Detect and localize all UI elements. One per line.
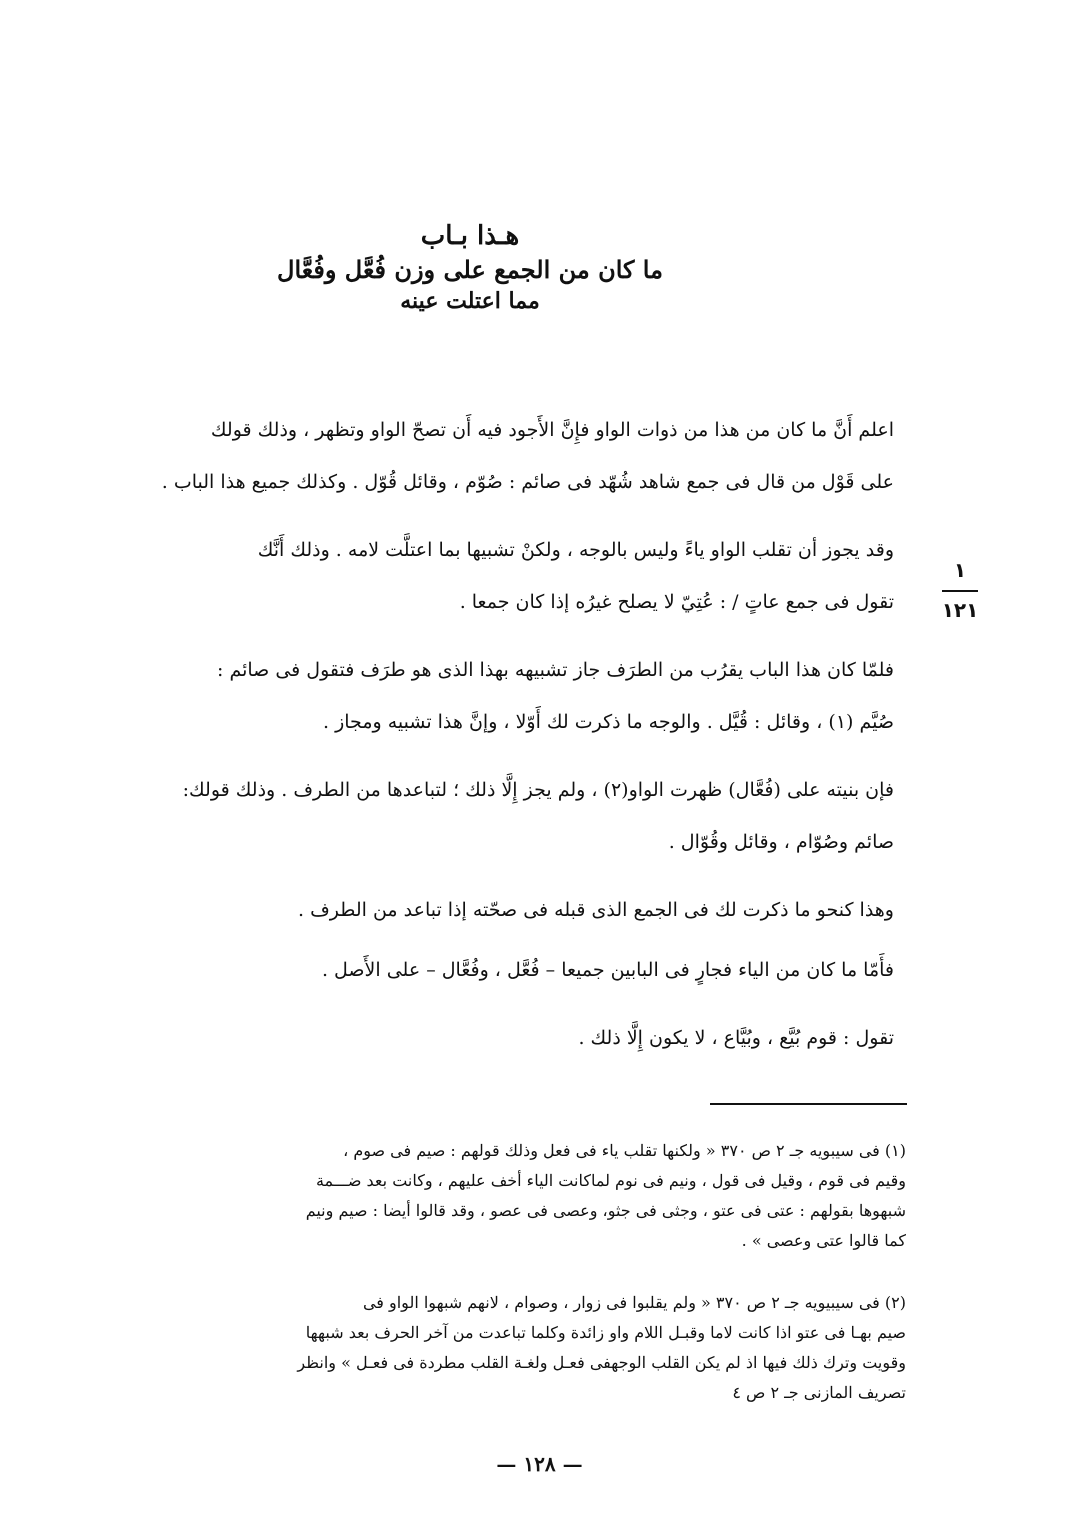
paragraph-line: صُيَّم (١) ، وقائل : قُيَّل . والوجه ما ذكرت لك أَوّلا ، وإنَّ هذا تشبيه ومجاز .	[323, 711, 894, 733]
paragraph-line: تقول : قوم بُيَّع ، وبُيَّاع ، لا يكون إِلَّا ذلك .	[578, 1027, 894, 1049]
paragraph-line: فإن بنيته على (فُعَّال) ظهرت الواو(٢) ، ولم يجز إِلَّا ذلك ؛ لتباعدها من الطرف . وذلك قولك:	[182, 779, 894, 801]
paragraph-line: على قَوْل من قال فى جمع شاهد شُهّد فى صائم : صُوّم ، وقائل قُوّل . وكذلك جميع هذا الباب .	[161, 471, 894, 493]
footnote-1	[64, 1136, 906, 1256]
footnote-2	[64, 1288, 906, 1408]
footnote-line: (٢) فى سيبيويه جـ ٢ ص ٣٧٠ « ولم يقلبوا فى زوار ، وصوام ، لانهم شبهوا الواو فى	[362, 1293, 906, 1312]
paragraph-4	[64, 764, 894, 868]
footnote-separator	[710, 1103, 907, 1105]
footnote-line: صيم بهـا فى عتو اذا كانت لاما وقبـل اللام واو زائدة وكلما تباعدت من آخر الحرف بعد شبهها	[305, 1323, 906, 1342]
paragraph-line: تقول فى جمع عاتٍ / : عُتِيّ لا يصلح غيرُه إذا كان جمعا .	[459, 591, 894, 613]
page-number: — ١٢٨ —	[496, 1452, 583, 1476]
margin-ref-divider	[942, 590, 978, 592]
footnote-line: وقويت وترك ذلك فيها اذ لم يكن القلب الوجهفى فعـل ولغـة القلب مطردة فى فعـل » وانظر	[297, 1353, 906, 1372]
chapter-title	[250, 222, 690, 313]
title-line-1: هـذا بـاب	[420, 221, 520, 251]
paragraph-line: فلمّا كان هذا الباب يقرُب من الطرَف جاز تشبيهه بهذا الذى هو طرَف فتقول فى صائم :	[217, 659, 894, 681]
paragraph-7	[64, 1012, 894, 1064]
title-line-3: مما اعتلت عينه	[400, 287, 540, 314]
footnote-line: (١) فى سيبويه جـ ٢ ص ٣٧٠ « ولكنها تقلب ياء فى فعل وذلك قولهم : صيم فى صوم ،	[343, 1141, 906, 1160]
paragraph-line: اعلم أَنَّ ما كان من هذا من ذوات الواو فإِنَّ الأَجود فيه أَن تصحّ الواو وتظهر ، وذلك قولك	[210, 419, 894, 441]
paragraph-1	[64, 404, 894, 508]
paragraph-line: فأَمّا ما كان من الياء فجارٍ فى البابين جميعا – فُعَّل ، وفُعَّال – على الأَصل .	[321, 959, 894, 981]
margin-ref-bottom: ١٢١	[941, 598, 979, 622]
paragraph-5	[64, 884, 894, 936]
footnote-line: كما قالوا عتى وعصى » .	[741, 1231, 906, 1250]
paragraph-line: صائم وصُوّام ، وقائل وقُوّال .	[668, 831, 894, 853]
paragraph-3	[64, 644, 894, 748]
footnote-line: تصريف المازنى جـ ٢ ص ٤	[732, 1383, 906, 1402]
title-line-2: ما كان من الجمع على وزن فُعَّل وفُعَّال	[277, 254, 663, 284]
footnote-line: شبهوها بقولهم : عتى فى عتو ، وجثى فى جثو، وعصى فى عصو ، وقد قالوا أيضا : صيم ونيم	[305, 1201, 906, 1220]
paragraph-2	[64, 524, 894, 628]
margin-page-reference	[940, 560, 980, 620]
paragraph-line: وهذا كنحو ما ذكرت لك فى الجمع الذى قبله فى صحّته إذا تباعد من الطرف .	[298, 899, 894, 921]
paragraph-6	[64, 944, 894, 996]
margin-ref-top: ١	[953, 558, 967, 582]
paragraph-line: وقد يجوز أن تقلب الواو ياءً وليس بالوجه ، ولكنْ تشبيها بما اعتلَّت لامه . وذلك أَنَّك	[257, 539, 894, 561]
footnote-line: وقيم فى قوم ، وقيل فى قول ، ونيم فى نوم لماكانت الياء أخف عليهم ، وكانت بعد ضـــمة	[315, 1171, 906, 1190]
